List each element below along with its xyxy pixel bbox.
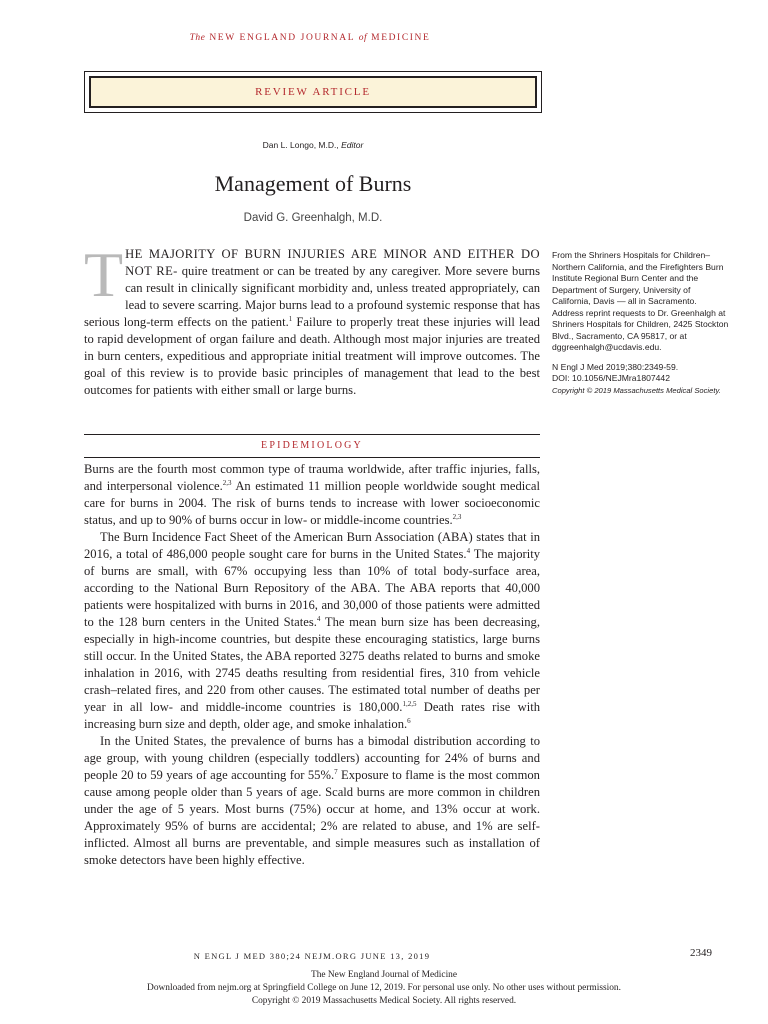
article-type-banner [84,71,542,113]
intro-text-1: quire treatment or can be treated by any caregiver. More severe burns can result in clinically significant morbidity and, unless treated appropriately, can lead to severe scarring. Major burns lead to a profound systemic response that has serious long-term effects on the patient. [84,264,541,329]
download-notice-journal: The New England Journal of Medicine [310,970,458,980]
intro-smallcaps: HE MAJORITY OF BURN INJURIES ARE MINOR AND EITHER DO NOT RE- [125,247,540,278]
masthead-the: The [189,33,206,43]
citation-ref[interactable]: 6 [407,716,411,725]
citation-ref[interactable]: 2,3 [222,478,232,487]
body-text: The mean burn size has been decreasing, especially in high-income countries, but despite these encouraging statistics, large burns still occur. In the United States, the ABA reported 3275 deaths related to burns and smoke inhalation in 2016, with 2745 deaths resulting from residential fires, 310 from vehicle crash–related fires, and 220 from other causes. The estimated total number of deaths per year in all low- and middle-income countries is 180,000. [84,615,540,714]
body-paragraph [84,529,540,733]
body-text: The Burn Incidence Fact Sheet of the American Burn Association (ABA) states that in 2016, a total of 486,000 people sought care for burns in the United States. [84,530,540,561]
doi-link[interactable]: DOI: 10.1056/NEJMra1807442 [552,373,670,383]
section-rule-bottom [84,457,540,458]
journal-citation: N Engl J Med 2019;380:2349-59. [552,361,679,372]
body-text: An estimated 11 million people worldwide sought medical care for burns in 2004. The risk of burns tends to increase with lower socioeconomic status, and up to 90% of burns occur in low- or middle-income countries. [84,479,540,527]
body-text: Burns are the fourth most common type of trauma worldwide, after traffic injuries, falls, and interpersonal violence. [84,462,540,493]
body-text: The majority of burns are small, with 67% occupying less than 10% of total body-surface area, according to the National Burn Repository of the ABA. The ABA reports that 40,000 patients were hospitalized with burns in 2016, and 30,000 of those patients were admitted to the 128 burn centers in the United States. [84,547,541,629]
editor-line [84,140,542,150]
intro-text-2: Failure to properly treat these injuries will lead to rapid development of organ failure and death. Although most major injuries are treated in burn centers, expeditious and appropriate initial treatment will improve outcomes. The goal of this review is to provide basic principles of management that lead to the best outcomes for patients with either small or large burns. [84,315,540,397]
editor-name: Dan L. Longo, M.D., [262,140,339,150]
masthead-name-2: MEDICINE [371,33,431,43]
citation-ref[interactable]: 7 [334,767,338,776]
banner-inner-frame [89,76,537,108]
page-number: 2349 [690,947,712,959]
section-heading: EPIDEMIOLOGY [261,440,363,451]
citation-ref[interactable]: 1 [288,314,293,323]
journal-footer-line: N ENGL J MED 380;24 NEJM.ORG JUNE 13, 2019 [193,951,431,961]
article-title: Management of Burns [214,171,412,196]
article-body [84,461,540,869]
drop-cap: T [84,239,124,310]
body-text: Death rates rise with increasing burn size and depth, older age, and smoke inhalation. [84,700,540,731]
masthead-of: of [358,33,368,43]
journal-masthead [0,33,620,43]
citation-ref[interactable]: 1,2,5 [402,699,417,708]
section-rule-top [84,434,540,435]
body-paragraph [84,733,540,869]
download-copyright: Copyright © 2019 Massachusetts Medical Society. All rights reserved. [251,996,517,1006]
article-author: David G. Greenhalgh, M.D. [243,212,383,224]
body-text: Exposure to flame is the most common cause among people older than 5 years of age. Scald burns are more common in children under the age of 5 years. Most burns (75%) occur at home, and 13% occur at work. Approximately 95% of burns are accidental; 2% are related to abuse, and 1% are self-inflicted. Almost all burns are preventable, and simple measures such as installation of smoke detectors have been highly effective. [84,768,540,867]
editor-role: Editor [341,140,364,150]
body-paragraph [84,461,540,529]
citation-ref[interactable]: 4 [316,614,321,623]
citation-ref[interactable]: 4 [466,546,471,555]
masthead-name-1: NEW ENGLAND JOURNAL [209,33,355,43]
affiliation-note: From the Shriners Hospitals for Children–Northern California, and the Firefighters Burn Institute Regional Burn Center and the Department of Surgery, University of California, Davis — all in Sacramento. Address reprint requests to Dr. Greenhalgh at Shriners Hospitals for Children, 2425 Stockton Blvd., Sacramento, CA 95817, or at dggreenhalgh@ucdavis.edu. [552,250,729,352]
download-notice: Downloaded from nejm.org at Springfield College on June 12, 2019. For personal use only. No other uses without permission. [147,983,621,993]
intro-paragraph [84,239,541,399]
sidebar-notes [552,250,730,396]
article-type-label: REVIEW ARTICLE [255,86,371,98]
citation-ref[interactable]: 2,3 [452,512,462,521]
body-text: In the United States, the prevalence of burns has a bimodal distribution according to age group, with young children (especially toddlers) accounting for 24% of burns and people 20 to 59 years of age accounting for 55%. [84,734,540,782]
sidebar-copyright: Copyright © 2019 Massachusetts Medical Society. [552,385,721,395]
